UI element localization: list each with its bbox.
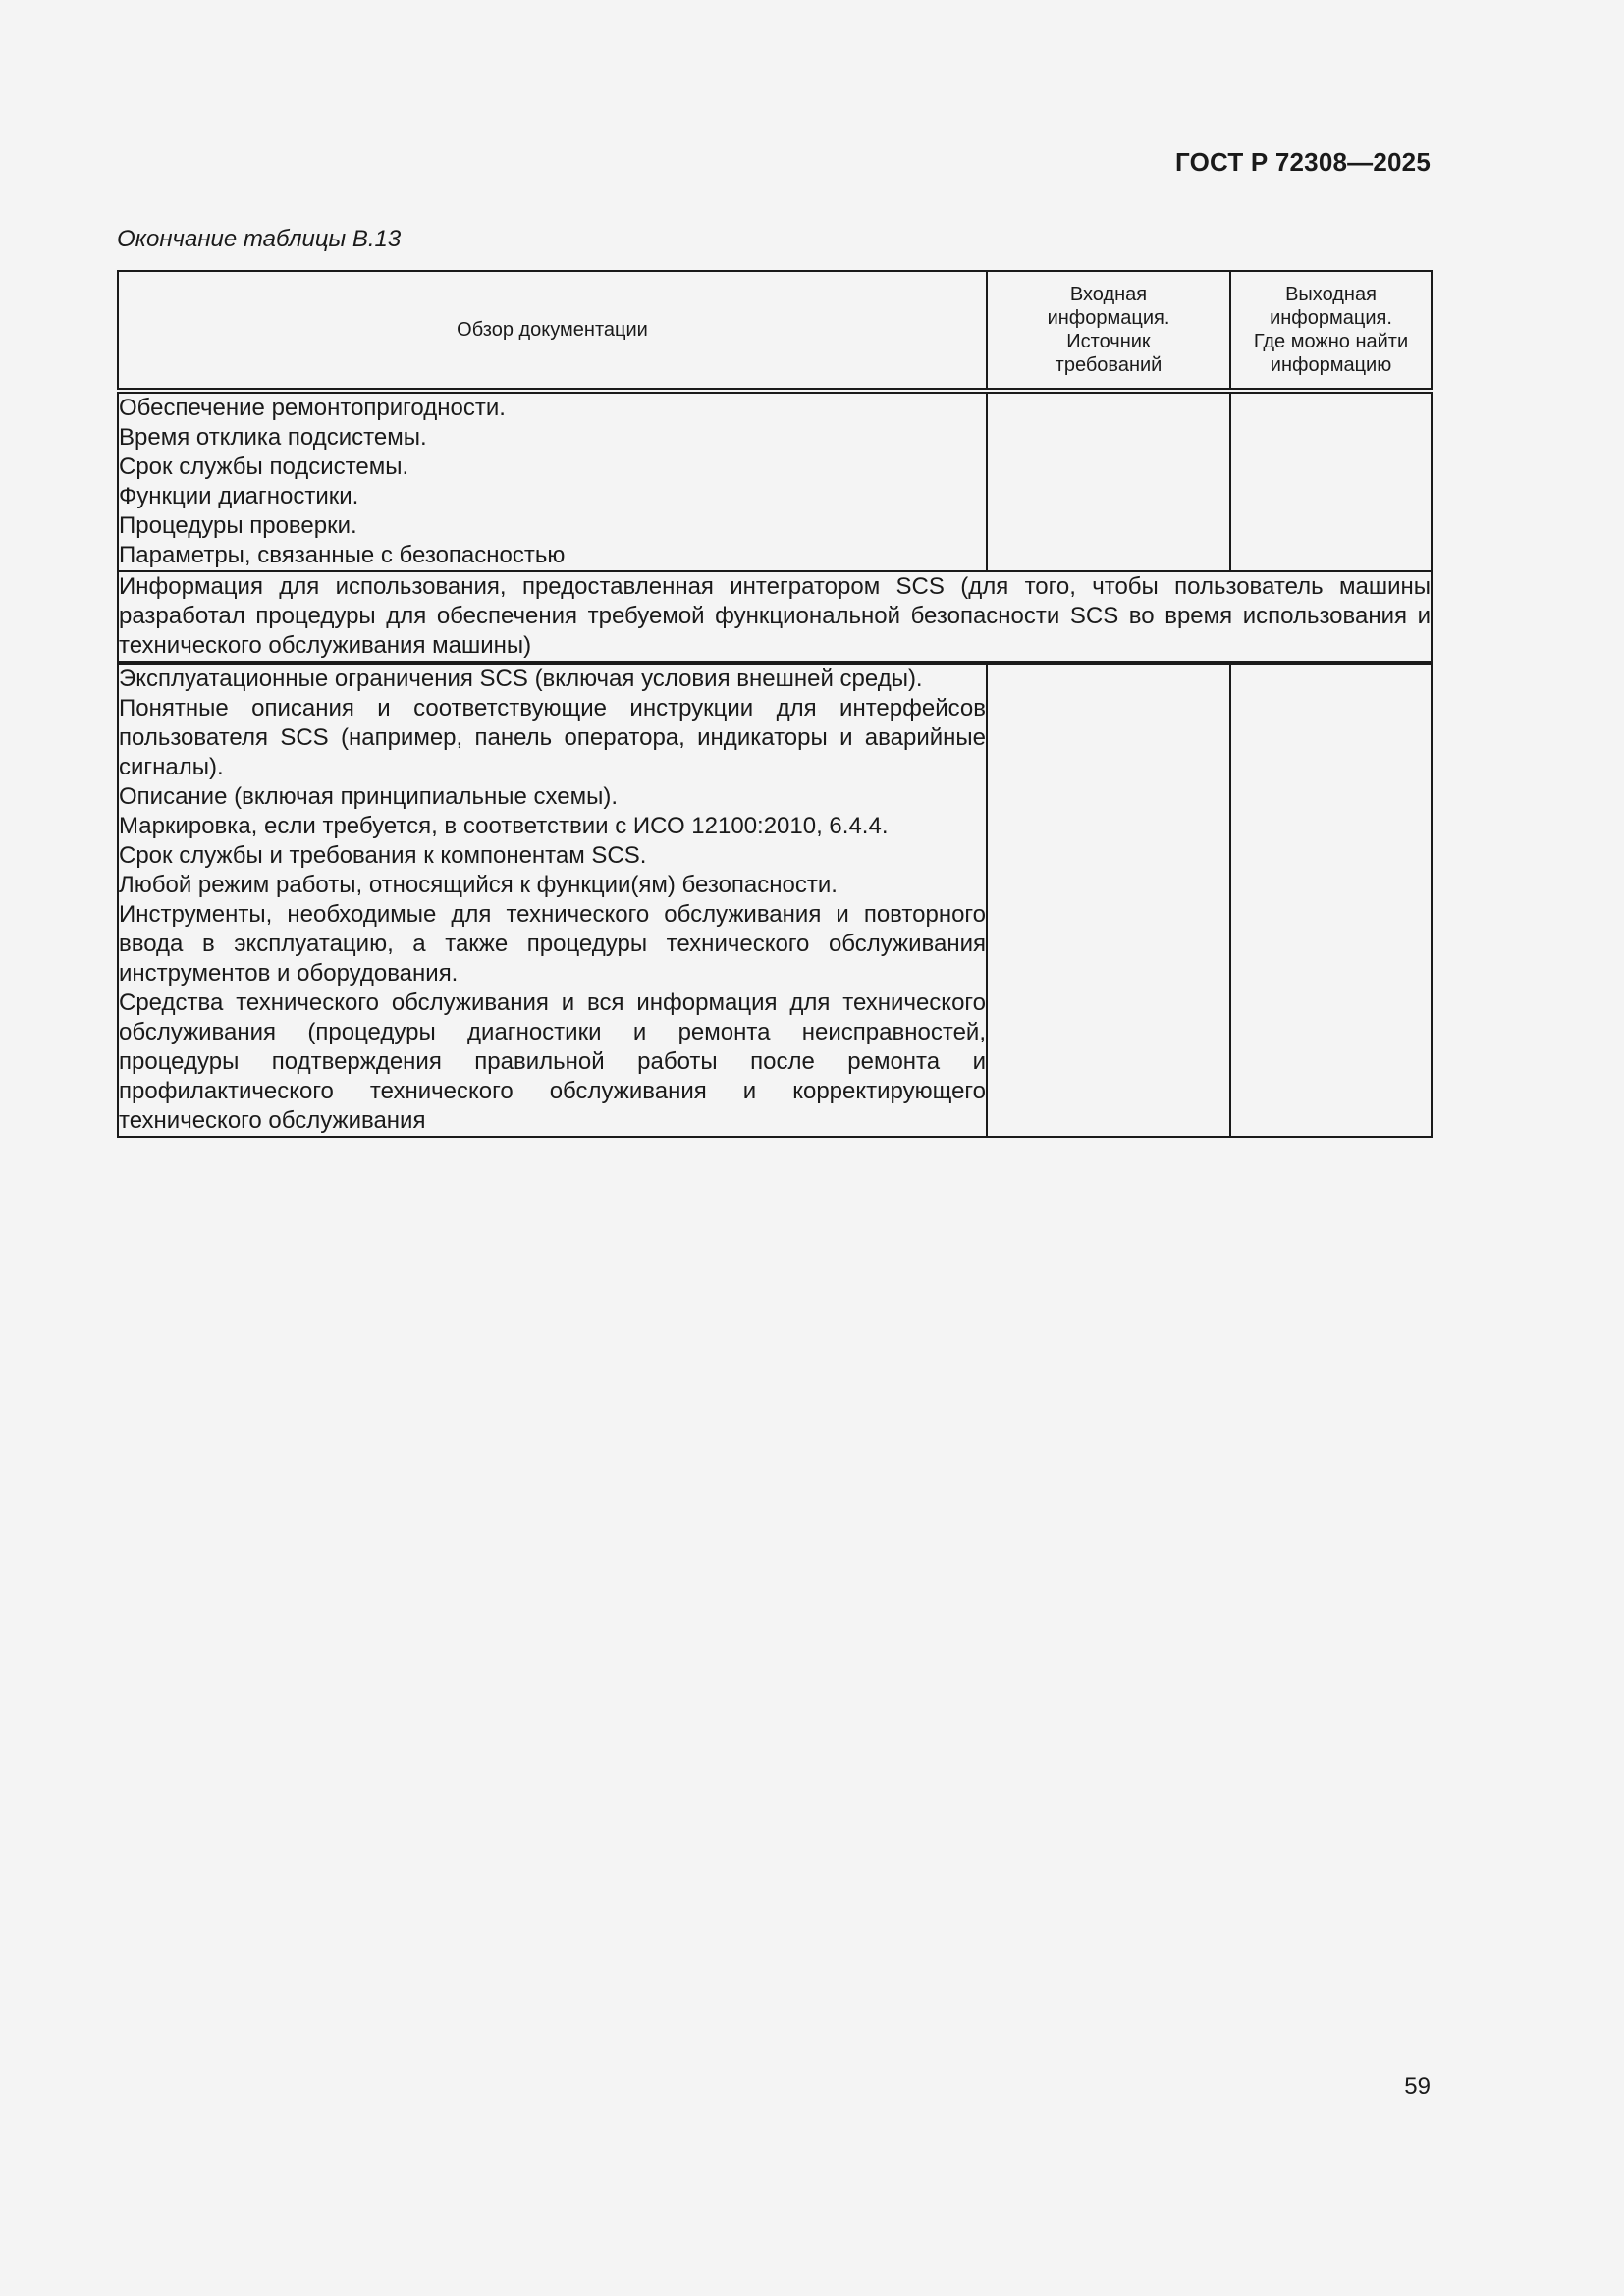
- output-info-cell: [1230, 663, 1432, 1137]
- header-line: Выходная: [1285, 284, 1377, 305]
- output-info-cell: [1230, 391, 1432, 571]
- list-item: Понятные описания и соответствующие инструкции для интерфейсов пользователя SCS (например, панель оператора, индикаторы и аварийные сигналы).: [119, 695, 986, 780]
- documentation-table: [117, 270, 1433, 1138]
- header-line: Входная: [1069, 284, 1148, 305]
- document-code: ГОСТ Р 72308—2025: [1175, 147, 1431, 177]
- list-item: Маркировка, если требуется, в соответствии с ИСО 12100:2010, 6.4.4.: [119, 813, 889, 839]
- list-item: Срок службы подсистемы.: [119, 454, 409, 480]
- list-item: Средства технического обслуживания и вся информация для технического обслуживания (процедуры диагностики и ремонта неисправностей, процедуры подтверждения правильной работы после ремонта и профилактического технического обслуживания и корректирующего технического обслуживания: [119, 989, 986, 1134]
- header-line: требований: [1055, 354, 1163, 376]
- list-item: Эксплуатационные ограничения SCS (включая условия внешней среды).: [119, 666, 923, 692]
- table-row: [118, 391, 1432, 571]
- section-heading-cell: Информация для использования, предоставленная интегратором SCS (для того, чтобы пользователь машины разработал процедуры для обеспечения требуемой функциональной безопасности SCS во время использования и технического обслуживания машины): [118, 571, 1432, 663]
- list-item: Инструменты, необходимые для технического обслуживания и повторного ввода в эксплуатацию, а также процедуры технического обслуживания инструментов и оборудования.: [119, 901, 986, 987]
- header-line: Источник: [1066, 331, 1151, 352]
- list-item: Время отклика подсистемы.: [119, 424, 427, 451]
- column-header-input-info: [987, 271, 1230, 391]
- header-line: информацию: [1270, 354, 1392, 376]
- table-caption: Окончание таблицы В.13: [117, 226, 402, 252]
- header-line: информация.: [1047, 307, 1170, 329]
- list-item: Параметры, связанные с безопасностью: [119, 542, 566, 568]
- documentation-review-cell: [118, 391, 987, 571]
- table-header-row: [118, 271, 1432, 391]
- list-item: Функции диагностики.: [119, 483, 359, 509]
- header-line: информация.: [1270, 307, 1392, 329]
- input-info-cell: [987, 391, 1230, 571]
- page-number: 59: [1404, 2073, 1431, 2100]
- documentation-review-cell: [118, 663, 987, 1137]
- table-row: [118, 663, 1432, 1137]
- column-header-output-info: [1230, 271, 1432, 391]
- list-item: Любой режим работы, относящийся к функции(ям) безопасности.: [119, 872, 838, 898]
- list-item: Описание (включая принципиальные схемы).: [119, 783, 619, 810]
- list-item: Процедуры проверки.: [119, 512, 357, 539]
- header-line: Где можно найти: [1253, 331, 1409, 352]
- list-item: Срок службы и требования к компонентам SCS.: [119, 842, 647, 869]
- list-item: Обеспечение ремонтопригодности.: [119, 395, 506, 421]
- section-heading-row: [118, 571, 1432, 663]
- header-line: Обзор документации: [457, 319, 648, 341]
- input-info-cell: [987, 663, 1230, 1137]
- column-header-documentation-review: [118, 271, 987, 391]
